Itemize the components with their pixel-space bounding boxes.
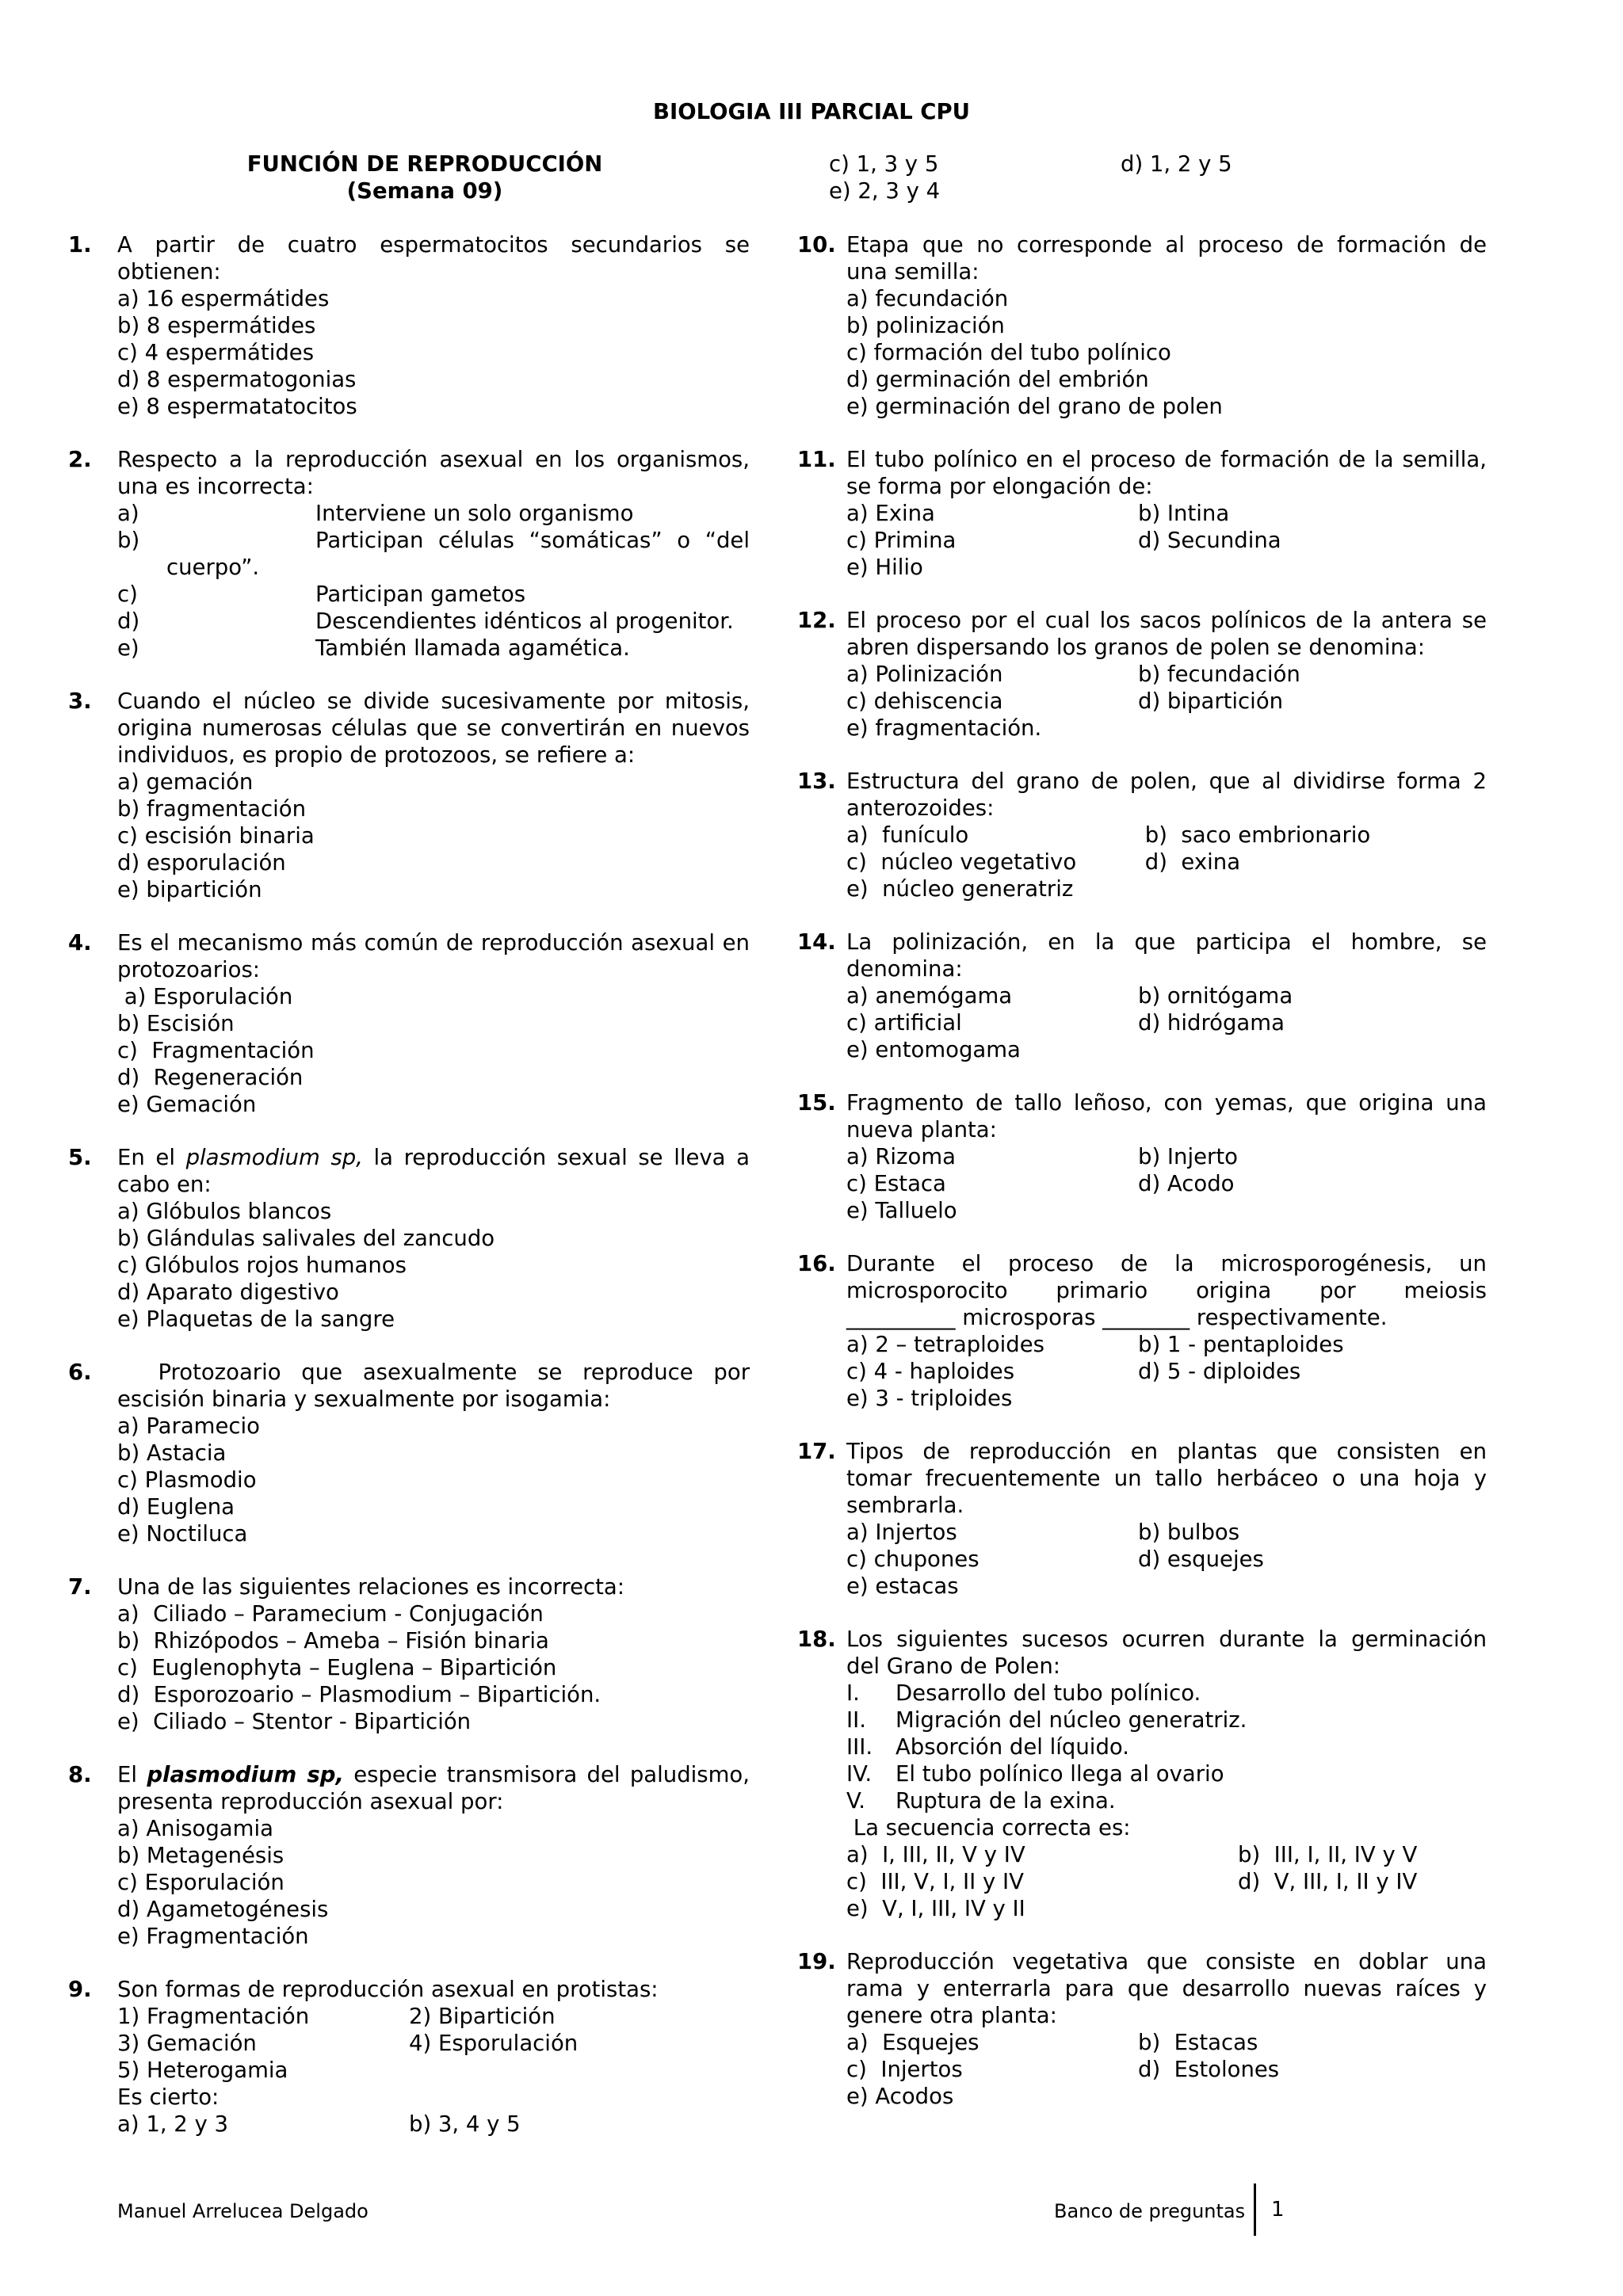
event-text: Migración del núcleo generatriz. bbox=[896, 1707, 1247, 1733]
option-a[interactable] bbox=[117, 500, 750, 527]
option-a[interactable]: a) Esquejes bbox=[846, 2030, 980, 2055]
option-e[interactable]: e) V, I, III, IV y II bbox=[846, 1896, 1025, 1921]
question-stem-line: genere otra planta: bbox=[846, 2003, 1057, 2028]
option-row bbox=[846, 1143, 1487, 1170]
option-b[interactable]: b) Glándulas salivales del zancudo bbox=[117, 1226, 495, 1251]
option-row bbox=[846, 1170, 1487, 1197]
option-a[interactable]: a) Injertos bbox=[846, 1520, 957, 1545]
question-7 bbox=[68, 1573, 750, 1735]
question-stem-line: Tipos de reproducción en plantas que consisten en bbox=[846, 1439, 1487, 1464]
option-e[interactable]: e) bipartición bbox=[117, 877, 262, 902]
option-row bbox=[846, 1009, 1487, 1036]
event-text: Desarrollo del tubo polínico. bbox=[896, 1680, 1201, 1706]
option-b[interactable]: b) 8 espermátides bbox=[117, 313, 316, 338]
statement-item: 4) Esporulación bbox=[409, 2031, 579, 2056]
option-e[interactable]: e) Ciliado – Stentor - Bipartición bbox=[117, 1709, 472, 1734]
question-number: 11. bbox=[797, 447, 836, 472]
option-b[interactable]: b) fragmentación bbox=[117, 796, 307, 822]
question-number: 9. bbox=[68, 1977, 92, 2002]
option-b[interactable]: b) fecundación bbox=[1138, 662, 1300, 687]
option-row bbox=[846, 1519, 1487, 1546]
option-b[interactable] bbox=[117, 527, 750, 554]
option-d[interactable]: d) 5 - diploides bbox=[1138, 1359, 1301, 1384]
question-stem-line: Durante el proceso de la microsporogénesis, un bbox=[846, 1251, 1487, 1276]
option-b[interactable]: b) Injerto bbox=[1138, 1144, 1238, 1169]
option-c[interactable]: c) Fragmentación bbox=[117, 1038, 315, 1063]
option-b[interactable]: b) saco embrionario bbox=[1138, 822, 1371, 848]
option-letter: c) bbox=[117, 582, 138, 607]
option-text: Participan gametos bbox=[315, 582, 526, 607]
question-stem-line: sembrarla. bbox=[846, 1493, 964, 1518]
option-b[interactable]: b) 3, 4 y 5 bbox=[409, 2111, 521, 2137]
option-b[interactable]: b) Intina bbox=[1138, 501, 1230, 526]
question-stem-line: tomar frecuentemente un tallo herbáceo o una hoja y bbox=[846, 1466, 1487, 1491]
question-stem-line bbox=[117, 1144, 750, 1171]
footer-author: Manuel Arrelucea Delgado bbox=[117, 2200, 369, 2222]
option-a[interactable]: a) fecundación bbox=[846, 286, 1009, 311]
option-b[interactable]: b) Escisión bbox=[117, 1011, 235, 1036]
question-number: 15. bbox=[797, 1090, 836, 1116]
roman-numeral: II. bbox=[846, 1707, 866, 1733]
stem-text: En el bbox=[117, 1145, 186, 1170]
footer-divider bbox=[1254, 2183, 1256, 2236]
option-e[interactable]: e) estacas bbox=[846, 1573, 959, 1599]
question-13 bbox=[797, 768, 1487, 902]
question-12 bbox=[797, 607, 1487, 742]
option-b[interactable]: b) Astacia bbox=[117, 1440, 227, 1466]
question-16 bbox=[797, 1250, 1487, 1412]
question-stem-line: escisión binaria y sexualmente por isogamia: bbox=[117, 1386, 611, 1412]
roman-numeral: III. bbox=[846, 1734, 873, 1760]
section-heading: FUNCIÓN DE REPRODUCCIÓN bbox=[246, 151, 603, 177]
question-10 bbox=[797, 231, 1487, 420]
question-stem-line: una es incorrecta: bbox=[117, 474, 314, 499]
option-letter: e) bbox=[117, 635, 139, 661]
question-stem-line: __________ microsporas ________ respectivamente. bbox=[846, 1305, 1388, 1330]
option-c[interactable]: c) Esporulación bbox=[117, 1870, 285, 1895]
roman-numeral: I. bbox=[846, 1680, 860, 1706]
question-5 bbox=[68, 1144, 750, 1333]
option-b[interactable]: b) 1 - pentaploides bbox=[1138, 1332, 1344, 1357]
question-number: 4. bbox=[68, 930, 92, 955]
option-row bbox=[846, 2056, 1487, 2083]
option-d[interactable]: d) exina bbox=[1138, 849, 1241, 875]
option-a[interactable]: a) 16 espermátides bbox=[117, 286, 330, 311]
option-d[interactable]: d) Agametogénesis bbox=[117, 1897, 329, 1922]
question-19 bbox=[797, 1948, 1487, 2110]
option-b-continuation: cuerpo”. bbox=[166, 555, 260, 580]
question-number: 16. bbox=[797, 1251, 836, 1276]
option-c[interactable]: c) núcleo vegetativo bbox=[846, 849, 1077, 875]
option-c[interactable]: c) Primina bbox=[846, 528, 957, 553]
option-e[interactable]: e) Fragmentación bbox=[117, 1924, 309, 1949]
question-number: 19. bbox=[797, 1949, 836, 1974]
question-stem-line: una semilla: bbox=[846, 259, 980, 284]
page-title: BIOLOGIA III PARCIAL CPU bbox=[653, 99, 970, 124]
option-e[interactable]: e) Plaquetas de la sangre bbox=[117, 1306, 395, 1332]
option-letter: a) bbox=[117, 501, 139, 526]
question-17 bbox=[797, 1438, 1487, 1600]
option-c[interactable]: c) Euglenophyta – Euglena – Bipartición bbox=[117, 1655, 557, 1680]
option-text: Participan células “somáticas” o “del bbox=[315, 528, 750, 553]
option-d[interactable]: d) Aparato digestivo bbox=[117, 1280, 339, 1305]
species-name: plasmodium sp, bbox=[185, 1145, 363, 1170]
page-number: 1 bbox=[1271, 2198, 1285, 2222]
question-number: 8. bbox=[68, 1762, 92, 1787]
option-c[interactable]: c) Estaca bbox=[846, 1171, 946, 1196]
option-c[interactable]: c) 4 - haploides bbox=[846, 1359, 1015, 1384]
question-stem-line: origina numerosas células que se convertirán en nuevos bbox=[117, 715, 750, 741]
option-a[interactable]: a) Ciliado – Paramecium - Conjugación bbox=[117, 1601, 544, 1627]
option-d[interactable]: d) Regeneración bbox=[117, 1065, 304, 1090]
option-d[interactable]: d) Secundina bbox=[1138, 528, 1281, 553]
event-item bbox=[846, 1760, 1487, 1787]
question-3 bbox=[68, 688, 750, 903]
question-stem-line: abren dispersando los granos de polen se denomina: bbox=[846, 635, 1426, 660]
question-stem-line: obtienen: bbox=[117, 259, 221, 284]
es-cierto-label: Es cierto: bbox=[117, 2084, 220, 2110]
option-row bbox=[846, 527, 1487, 554]
event-item bbox=[846, 1733, 1487, 1760]
option-c[interactable]: c) 4 espermátides bbox=[117, 340, 315, 365]
option-d[interactable]: d) 8 espermatogonias bbox=[117, 367, 357, 392]
option-e[interactable]: e) Noctiluca bbox=[117, 1521, 248, 1547]
question-number: 10. bbox=[797, 232, 836, 257]
option-a[interactable]: a) anemógama bbox=[846, 983, 1013, 1009]
event-text: Absorción del líquido. bbox=[896, 1734, 1129, 1760]
option-text: También llamada agamética. bbox=[315, 635, 630, 661]
option-c[interactable]: c) Glóbulos rojos humanos bbox=[117, 1253, 407, 1278]
option-a[interactable]: a) gemación bbox=[117, 769, 254, 795]
option-c[interactable]: c) Injertos bbox=[846, 2057, 963, 2082]
option-row bbox=[117, 2111, 750, 2138]
option-e[interactable]: e) 8 espermatatocitos bbox=[117, 394, 357, 419]
question-14 bbox=[797, 929, 1487, 1063]
option-row bbox=[846, 822, 1487, 849]
option-d[interactable]: d) V, III, I, II y IV bbox=[1238, 1869, 1418, 1894]
event-item bbox=[846, 1787, 1487, 1814]
option-d[interactable]: d) germinación del embrión bbox=[846, 367, 1149, 392]
option-c[interactable]: c) III, V, I, II y IV bbox=[846, 1869, 1024, 1894]
roman-numeral: IV. bbox=[846, 1761, 873, 1787]
option-row bbox=[846, 849, 1487, 875]
question-stem-line: cabo en: bbox=[117, 1172, 212, 1197]
stem-text: especie transmisora del paludismo, bbox=[343, 1762, 750, 1787]
question-number: 7. bbox=[68, 1574, 92, 1600]
option-e[interactable]: e) Gemación bbox=[117, 1092, 257, 1117]
question-stem-line: El tubo polínico en el proceso de formación de la semilla, bbox=[846, 447, 1487, 472]
option-b[interactable]: b) Metagenésis bbox=[117, 1843, 285, 1868]
option-row bbox=[846, 500, 1487, 527]
statement-row bbox=[117, 2030, 750, 2057]
option-e[interactable]: e) 2, 3 y 4 bbox=[829, 178, 941, 204]
statement-item: 5) Heterogamia bbox=[117, 2058, 288, 2083]
question-stem-line: Reproducción vegetativa que consiste en doblar una bbox=[846, 1949, 1487, 1974]
option-e[interactable]: e) entomogama bbox=[846, 1037, 1021, 1062]
option-e[interactable]: e) germinación del grano de polen bbox=[846, 394, 1223, 419]
option-row bbox=[846, 1358, 1487, 1385]
question-stem-line: Una de las siguientes relaciones es incorrecta: bbox=[117, 1574, 625, 1600]
question-number: 6. bbox=[68, 1360, 92, 1385]
option-d[interactable]: d) Acodo bbox=[1138, 1171, 1235, 1196]
option-d[interactable]: d) 1, 2 y 5 bbox=[1121, 151, 1232, 177]
option-c[interactable] bbox=[117, 581, 750, 608]
option-b[interactable]: b) Estacas bbox=[1138, 2030, 1258, 2055]
question-stem-line: Es el mecanismo más común de reproducción asexual en bbox=[117, 930, 750, 955]
species-name: plasmodium sp, bbox=[147, 1762, 344, 1787]
question-stem-line: microsporocito primario origina por meiosis bbox=[846, 1278, 1487, 1303]
option-e[interactable] bbox=[117, 635, 750, 662]
option-row bbox=[846, 661, 1487, 688]
option-row bbox=[846, 982, 1487, 1009]
question-stem-line: individuos, es propio de protozoos, se refiere a: bbox=[117, 742, 636, 768]
option-a[interactable]: a) funículo bbox=[846, 822, 969, 848]
question-number: 5. bbox=[68, 1145, 92, 1170]
sequence-prompt: La secuencia correcta es: bbox=[846, 1815, 1131, 1840]
event-item bbox=[846, 1680, 1487, 1707]
question-stem-line: denomina: bbox=[846, 956, 963, 982]
event-text: Ruptura de la exina. bbox=[896, 1788, 1116, 1814]
option-e[interactable]: e) 3 - triploides bbox=[846, 1386, 1013, 1411]
question-18 bbox=[797, 1626, 1487, 1922]
question-11 bbox=[797, 446, 1487, 581]
question-6 bbox=[68, 1359, 750, 1547]
option-c[interactable]: c) dehiscencia bbox=[846, 688, 1003, 714]
question-stem-line: del Grano de Polen: bbox=[846, 1653, 1061, 1679]
question-stem-line: Respecto a la reproducción asexual en los organismos, bbox=[117, 447, 750, 472]
option-a[interactable]: a) Paramecio bbox=[117, 1413, 260, 1439]
option-a[interactable]: a) Exina bbox=[846, 501, 935, 526]
option-letter: b) bbox=[117, 528, 140, 553]
question-1 bbox=[68, 231, 750, 420]
question-stem-line: se forma por elongación de: bbox=[846, 474, 1153, 499]
statement-item: 3) Gemación bbox=[117, 2031, 257, 2056]
option-row bbox=[846, 1331, 1487, 1358]
question-stem-line: Fragmento de tallo leñoso, con yemas, que origina una bbox=[846, 1090, 1487, 1116]
option-b[interactable]: b) ornitógama bbox=[1138, 983, 1293, 1009]
option-d[interactable]: d) Euglena bbox=[117, 1494, 235, 1520]
option-a[interactable]: a) Esporulación bbox=[117, 984, 293, 1009]
option-c[interactable]: c) chupones bbox=[846, 1547, 980, 1572]
option-row bbox=[846, 1841, 1487, 1868]
question-stem-line: Etapa que no corresponde al proceso de formación de bbox=[846, 232, 1487, 257]
option-row bbox=[846, 2029, 1487, 2056]
statement-row bbox=[117, 2003, 750, 2030]
question-stem-line: Los siguientes sucesos ocurren durante la germinación bbox=[846, 1627, 1487, 1652]
question-stem-line: Cuando el núcleo se divide sucesivamente por mitosis, bbox=[117, 688, 750, 714]
question-stem-line: A partir de cuatro espermatocitos secundarios se bbox=[117, 232, 750, 257]
option-a[interactable]: a) Glóbulos blancos bbox=[117, 1199, 332, 1224]
option-b[interactable]: b) III, I, II, IV y V bbox=[1238, 1842, 1418, 1867]
option-d[interactable]: d) bipartición bbox=[1138, 688, 1284, 714]
option-e[interactable]: e) fragmentación. bbox=[846, 715, 1042, 741]
option-d[interactable] bbox=[117, 608, 750, 635]
question-number: 12. bbox=[797, 608, 836, 633]
question-number: 2. bbox=[68, 447, 92, 472]
option-a[interactable]: a) Rizoma bbox=[846, 1144, 956, 1169]
option-text: Interviene un solo organismo bbox=[315, 501, 634, 526]
question-stem-line: anterozoides: bbox=[846, 795, 995, 821]
option-text: Descendientes idénticos al progenitor. bbox=[315, 608, 734, 634]
footer-label: Banco de preguntas bbox=[1054, 2200, 1246, 2222]
question-number: 13. bbox=[797, 769, 836, 794]
question-number: 1. bbox=[68, 232, 92, 257]
option-c[interactable]: c) artificial bbox=[846, 1010, 962, 1035]
question-number: 14. bbox=[797, 929, 836, 955]
option-d[interactable]: d) hidrógama bbox=[1138, 1010, 1285, 1035]
question-stem-line: nueva planta: bbox=[846, 1117, 997, 1142]
option-row bbox=[846, 1868, 1487, 1895]
question-9 bbox=[68, 1976, 750, 2138]
question-2 bbox=[68, 446, 750, 662]
option-row bbox=[846, 688, 1487, 715]
question-number: 17. bbox=[797, 1439, 836, 1464]
question-number: 18. bbox=[797, 1627, 836, 1652]
option-b[interactable]: b) bulbos bbox=[1138, 1520, 1240, 1545]
roman-numeral: V. bbox=[846, 1788, 866, 1814]
question-stem-line: Estructura del grano de polen, que al dividirse forma 2 bbox=[846, 769, 1487, 794]
statement-item: 2) Bipartición bbox=[409, 2004, 556, 2029]
question-8 bbox=[68, 1761, 750, 1950]
option-d[interactable]: d) esquejes bbox=[1138, 1547, 1264, 1572]
option-c[interactable]: c) 1, 3 y 5 bbox=[829, 151, 939, 177]
question-15 bbox=[797, 1089, 1487, 1224]
event-item bbox=[846, 1707, 1487, 1733]
option-c[interactable]: c) escisión binaria bbox=[117, 823, 315, 849]
option-row bbox=[846, 1546, 1487, 1573]
question-stem-line: Son formas de reproducción asexual en protistas: bbox=[117, 1977, 659, 2002]
question-9-continued bbox=[797, 151, 1487, 204]
right-column bbox=[797, 151, 1487, 2110]
left-column bbox=[68, 151, 750, 2138]
question-stem-line: presenta reproducción asexual por: bbox=[117, 1789, 504, 1814]
option-d[interactable]: d) Estolones bbox=[1138, 2057, 1280, 2082]
option-d[interactable]: d) esporulación bbox=[117, 850, 286, 875]
question-stem-line: Protozoario que asexualmente se reproduce por bbox=[117, 1360, 750, 1385]
statement-item: 1) Fragmentación bbox=[117, 2004, 310, 2029]
event-text: El tubo polínico llega al ovario bbox=[896, 1761, 1224, 1787]
question-stem-line bbox=[117, 1761, 750, 1788]
question-stem-line: rama y enterrarla para que desarrollo nuevas raíces y bbox=[846, 1976, 1487, 2001]
option-e[interactable]: e) núcleo generatriz bbox=[846, 876, 1074, 902]
section-week: (Semana 09) bbox=[346, 178, 503, 204]
option-a[interactable]: a) 1, 2 y 3 bbox=[117, 2111, 229, 2137]
question-stem-line: La polinización, en la que participa el hombre, se bbox=[846, 929, 1487, 955]
question-stem-line: El proceso por el cual los sacos polínicos de la antera se bbox=[846, 608, 1487, 633]
question-stem-line: protozoarios: bbox=[117, 957, 261, 982]
option-d[interactable]: d) Esporozoario – Plasmodium – Bipartición. bbox=[117, 1682, 601, 1707]
option-a[interactable]: a) Polinización bbox=[846, 662, 1003, 687]
question-4 bbox=[68, 929, 750, 1118]
option-a[interactable]: a) I, III, II, V y IV bbox=[846, 1842, 1025, 1867]
option-a[interactable]: a) Anisogamia bbox=[117, 1816, 273, 1841]
option-e[interactable]: e) Hilio bbox=[846, 555, 923, 580]
option-c[interactable]: c) Plasmodio bbox=[117, 1467, 257, 1493]
option-row bbox=[829, 151, 1487, 177]
option-e[interactable]: e) Acodos bbox=[846, 2084, 954, 2109]
option-letter: d) bbox=[117, 608, 140, 634]
option-b[interactable]: b) Rhizópodos – Ameba – Fisión binaria bbox=[117, 1628, 549, 1653]
option-a[interactable]: a) 2 – tetraploides bbox=[846, 1332, 1044, 1357]
stem-text: El bbox=[117, 1762, 147, 1787]
question-number: 3. bbox=[68, 688, 92, 714]
option-c[interactable]: c) formación del tubo polínico bbox=[846, 340, 1171, 365]
option-b[interactable]: b) polinización bbox=[846, 313, 1005, 338]
stem-text: la reproducción sexual se lleva a bbox=[362, 1145, 750, 1170]
option-e[interactable]: e) Talluelo bbox=[846, 1198, 957, 1223]
